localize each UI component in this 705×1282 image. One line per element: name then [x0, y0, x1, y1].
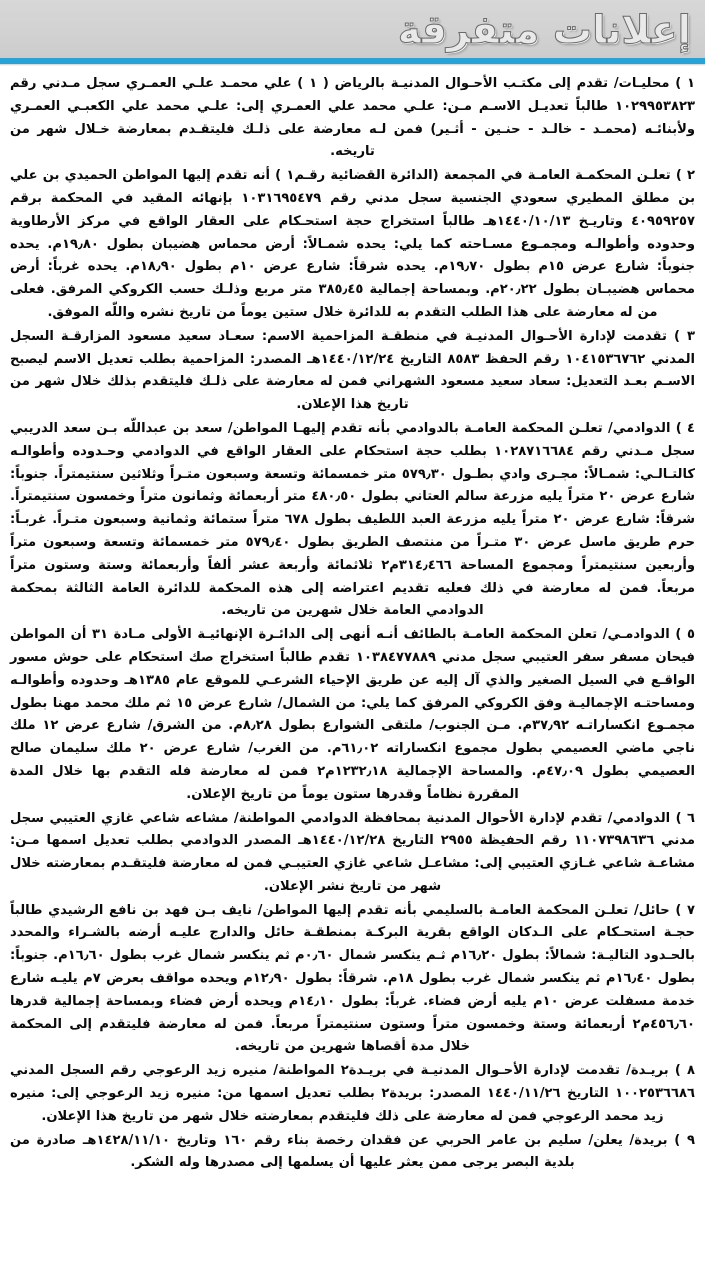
- ad-body-text: ٨ ) بريـدة/ تقدمت لإدارة الأحـوال المدنيـة في بريـدة٢ المواطنة/ منيره زيد الرعوجي رقم السجل المدني ١٠٠٢٥٣٦٦٨٦ التاريخ ١٤٤٠/١١/٢٦ المصدر: بريدة٢ بطلب تعديل اسمها من: منيره زيد الرعوجي إلى: منيره زيد محمد الرعوجي فمن له معارضة على ذلك فليتقدم بمعارضته خلال شهر من تاريخ هذا الإعلان.: [10, 1063, 695, 1124]
- ad-body-text: ٧ ) حائل/ تعلـن المحكمة العامـة بالسليمي بأنه تقدم إليها المواطن/ نايف بـن فهد بن نافع الرشيدي طالباً حجـة استحـكام على الـدكان الواقع بقرية البركـة بمنطقـة حائل والدارج عليـه أرضه بالشـراء والمحدد بالحـدود التاليـة: شمالاً: بطول ١٦٫٢٠م ثـم ينكسر شمال ٠٫٦٠م ثم ينكسر شمال غرب بطول ١٦٫٦٠م. جنوباً: بطول ١٦٫٤٠م ثم ينكسر شمال غرب بطول ١٨م. شرقاً: بطول ١٢٫٩٠م ويحده مواقف بعرض ٧م يليـه شارع خدمة مسفلت عرض ١٠م يليه أرض فضاء. غرباً: بطول ١٤٫١٠م ويحده أرض فضاء وبمساحة إجمالية قدرها ٤٥٦٫٦٠م٢ أربعمائة وستة وخمسون متراً وستون سنتيمتراً مربعاً. فمن له معارضة فليتقدم إلى المحكمة خلال مدة أقصاها شهرين من تاريخه.: [10, 902, 695, 1055]
- masthead: [0, 0, 705, 58]
- ad-body-text: ٦ ) الدوادمي/ تقدم لإدارة الأحوال المدنية بمحافظة الدوادمي المواطنة/ مشاعه شاعي غازي العتيبي سجل مدني ١١٠٧٣٩٨٦٣٦ رقم الحفيظة ٢٩٥٥ التاريخ ١٤٤٠/١٢/٢٨هـ المصدر الدوادمي بطلب تعديل اسمها مـن: مشاعـة شاعي غـازي العتيبي إلى: مشاعـل شاعي غازي العتيبـي فمن له معارضة فليتقـدم بمعارضته خلال شهر من تاريخ نشر الإعلان.: [10, 810, 695, 894]
- classified-ad-item: [10, 808, 695, 899]
- ad-body-text: ٩ ) بريدة/ يعلن/ سليم بن عامر الحربي عن فقدان رخصة بناء رقم ١٦٠ وتاريخ ١٤٢٨/١١/١٠هـ صادرة من بلدية البصر يرجى ممن يعثر عليها أن يسلمها إلى مصدرها وله الشكر.: [10, 1132, 695, 1171]
- ad-body-text: ١ ) محليـات/ تقدم إلى مكتـب الأحـوال المدنيـة بالرياض ( ١ ) علي محمـد علـي العمـري سجل مـدني رقم ١٠٢٩٩٥٣٨٢٣ طالباً تعديـل الاسـم مـن: علـي محمد علي العمـري إلى: علـي محمد علي الكعبـي العمـري ولأبنائـه (محمـد - خالـد - حنـين - أثـير) فمن لـه معارضة على ذلـك فليتقـدم بمعارضة خـلال شهر من تاريخه.: [10, 76, 696, 160]
- ad-body-text: ٣ ) تقدمت لإدارة الأحـوال المدنيـة في منطقـة المزاحمية الاسم: سعـاد سعيد مسعود المزارقـة السجل المدني ١٠٤١٥٣٦٧٦٢ رقم الحفظ ٨٥٨٣ التاريخ ١٤٤٠/١٢/٢٤هـ المصدر: المزاحمية بطلب تعديل الاسم ليصبح الاسـم بعـد التعديل: سعاد سعيد مسعود الشهراني فمن له معارضة على ذلـك فليتقدم بذلك خلال شهر من تاريخ هذا الإعلان.: [10, 328, 695, 413]
- classified-ad-item: [10, 1060, 695, 1128]
- classified-ad-item: [10, 1130, 695, 1176]
- ad-body-text: ٢ ) تعلـن المحكمـة العامـة في المجمعة (الدائرة القضائية رقـم١ ) أنه تقدم إليها المواطن الحميدي بن علي بن مطلق المطيري سعودي الجنسية سجل مدني رقم ١٠٣١٦٩٥٤٧٩ بإنهائه المقيد في المحكمة برقم ٤٠٩٥٩٢٥٧ وتاريـخ ١٤٤٠/١٠/١٣هـ طالباً استخراج حجة استحـكام على العقار الواقع في مركز الأرطاوية وحدوده وأطوالـه ومجمـوع مسـاحته كما يلي: يحده شمـالاً: أرض محماس هضيبان بطول ١٩٫٨٠م. يحده جنوباً: شارع عرض ١٥م بطول ١٩٫٧٠م. يحده شرقاً: شارع عرض ١٠م بطول ١٨٫٩٠م. يحده غرباً: أرض محماس هضيبـان بطول ٢٠٫٢٢م. وبمساحة إجمالية ٣٨٥٫٤٥ متر مربع وذلـك حسب الكروكي المرفق. فعلى من له معارضة على هذا الطلب التقدم به للدائرة خلال ستين يوماً من تاريخ نشره واللّه الموفق.: [10, 168, 696, 320]
- classified-ads-list: [0, 66, 705, 1175]
- page-title: إعلانات متفرقة: [397, 7, 691, 53]
- classified-ad-item: [10, 73, 695, 164]
- classified-ad-item: [10, 326, 695, 417]
- classified-ad-item: [10, 624, 695, 806]
- ad-body-text: ٤ ) الدوادمي/ تعلـن المحكمة العامـة بالدوادمي بأنه تقدم إليهـا المواطن/ سعد بن عبداللّه بـن سعد الدريبي سجل مـدني رقم ١٠٢٨٧١٦٦٨٤ بطلب حجة استحكام على العقار الواقع في الدوادمي وحـدوده وأطوالـه كالتـالـي: شمـالاً: مجـرى وادي بطـول ٥٧٩٫٣٠ متر خمسمائة وتسعة وسبعون متـراً وثلاثين سنتيمتراً. جنوباً: شارع عرض ٢٠ متراً يليه مزرعة سالم العتاني بطول ٤٨٠٫٥٠ متر أربعمائة وثمانون متراً وخمسون سنتيمتراً. شرقاً: شارع عرض ٢٠ متراً يليه مزرعة العبد اللطيف بطول ٦٧٨ متراً ستمائة وثمانية وسبعون متـراً. غربـاً: حرم طريق ماسل عرض ٣٠ متـراً من منتصف الطريق بطول ٥٧٩٫٤٠ متر خمسمائة وتسعة وسبعون متراً وأربعين سنتيمتراً ومجموع المساحة ٣١٤٫٤٦٦م٢ ثلاثمائة وأربعة عشر ألفاً وأربعمائة وستة وستون متراً مربعاً. فمن له معارضة في ذلك فعليه تقديم اعتراضه إلى هذه المحكمة للدائرة العامة الثالثة بمحكمة الدوادمي العامة خلال شهرين من تاريخه.: [10, 420, 696, 619]
- classified-ad-item: [10, 900, 695, 1060]
- classified-ad-item: [10, 165, 695, 325]
- ad-body-text: ٥ ) الدوادمـي/ تعلن المحكمة العامـة بالطائف أنـه أنهى إلى الدائـرة الإنهائيـة الأولى مـادة ٣١ أن المواطن فيحان مسفر سفر العتيبي سجل مدني ١٠٣٨٤٧٧٨٨٩ تقدم طالباً استخراج صك استحكام على حوش مسور الواقـع في السيل الصغير والذي آل إليه عن طريق الإحياء الشرعـي للموقع عام ١٣٨٥هـ وحدوده وأطوالـه ومساحتـه الإجماليـة وفق الكروكي المرفق كما يلي: من الشمال/ شارع عرض ١٥ ثم ملك محمد مهنا بطول مجمـوع انكساراتـه ٣٧٫٩٢م. مـن الجنوب/ ملتقى الشوارع بطول ٨٫٢٨م. من الشرق/ شارع عرض ١٢ ملك ناجي ماضي العصيمي بطول مجموع انكساراته ٦١٫٠٢م. من الغرب/ شارع عرض ٢٠ ملك سليمان صالح العصيمي بطول ٤٧٫٠٩م. والمساحة الإجمالية ١٢٣٢٫١٨م٢ فمن له معارضة فله التقدم بها خلال المدة المقررة نظاماً وقدرها ستون يوماً من تاريخ الإعلان.: [10, 627, 696, 802]
- classified-ad-item: [10, 418, 695, 623]
